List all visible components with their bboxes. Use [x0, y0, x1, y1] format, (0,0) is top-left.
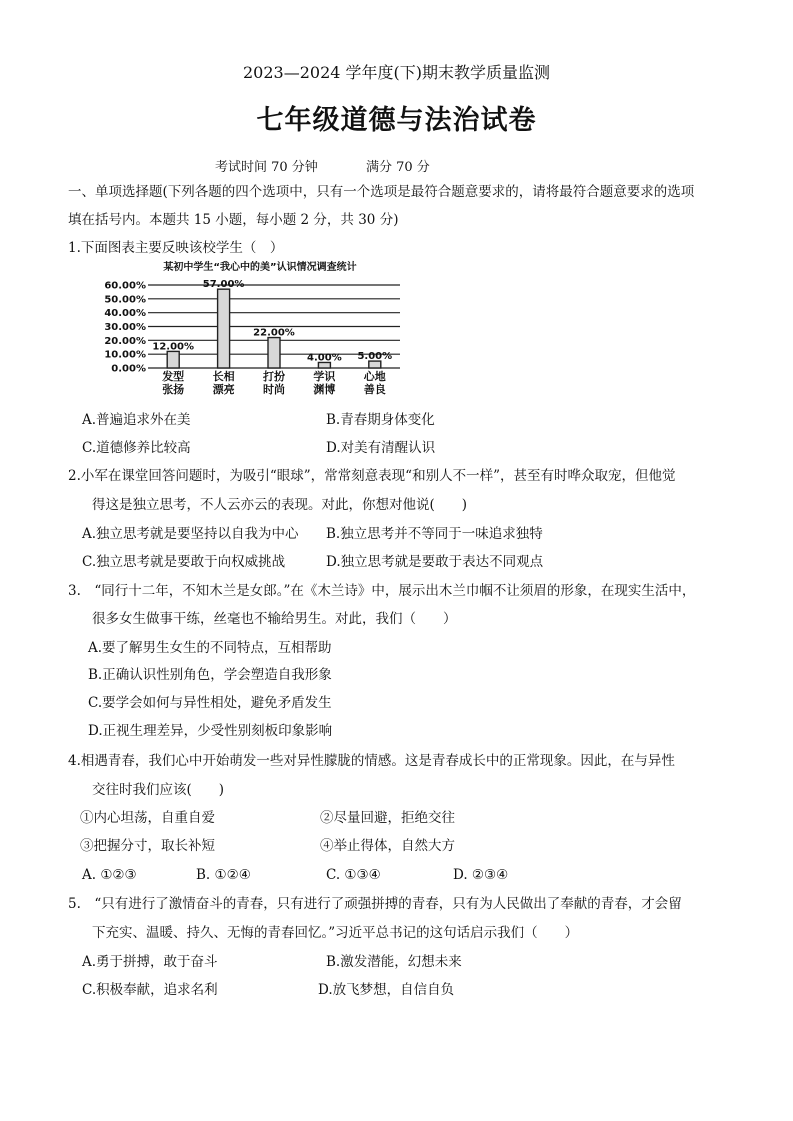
chart-y-tick-label: 60.00%	[104, 280, 146, 292]
q2-stem-line2: 得这是独立思考，不人云亦云的表现。对此，你想对他说( )	[92, 497, 468, 513]
chart-data-label: 12.00%	[152, 341, 195, 353]
chart-x-tick-label: 打扮	[263, 370, 285, 383]
chart-y-tick-label: 50.00%	[104, 294, 146, 306]
q5-option-b: B.激发潜能，幻想未来	[326, 954, 462, 970]
survey-chart	[100, 258, 415, 398]
q4-option-d: D. ②③④	[453, 867, 509, 883]
q2-option-a: A.独立思考就是要坚持以自我为中心	[82, 526, 299, 542]
chart-data-label: 5.00%	[357, 351, 393, 363]
chart-bar	[369, 361, 381, 368]
q5-option-d: D.放飞梦想，自信自负	[318, 982, 455, 998]
q2-option-d: D.独立思考就是要敢于表达不同观点	[326, 554, 544, 570]
exam-subtitle: 2023—2024 学年度(下)期末教学质量监测	[242, 63, 550, 82]
exam-score: 满分 70 分	[366, 160, 430, 175]
chart-data-label: 57.00%	[202, 279, 245, 291]
q4-item-1: ①内心坦荡，自重自爱	[80, 810, 215, 826]
chart-x-tick-label: 张扬	[162, 383, 185, 396]
exam-title: 七年级道德与法治试卷	[256, 105, 537, 136]
q4-option-c: C. ①③④	[326, 867, 381, 883]
q4-option-a: A. ①②③	[82, 867, 137, 883]
chart-bar	[218, 289, 230, 368]
chart-title: 某初中学生“我心中的美”认识情况调查统计	[163, 262, 357, 273]
section-intro-line2: 填在括号内。本题共 15 小题，每小题 2 分，共 30 分)	[68, 212, 399, 228]
chart-x-tick-label: 时尚	[263, 383, 285, 396]
q5-stem-line2: 下充实、温暖、持久、无悔的青春回忆。”习近平总书记的这句话启示我们（ ）	[92, 925, 579, 941]
chart-x-tick-label: 渊博	[313, 383, 336, 396]
chart-y-tick-label: 10.00%	[104, 349, 146, 361]
chart-data-label: 4.00%	[307, 352, 342, 364]
chart-x-tick-label: 漂亮	[212, 383, 235, 396]
q4-item-2: ②尽量回避，拒绝交往	[320, 810, 455, 826]
q3-option-a: A.要了解男生女生的不同特点，互相帮助	[88, 640, 332, 656]
q1-stem: 1.下面图表主要反映该校学生（ ）	[68, 240, 284, 256]
chart-bar	[167, 351, 179, 368]
chart-x-tick-label: 长相	[212, 370, 235, 383]
q1-option-d: D.对美有清醒认识	[326, 440, 436, 456]
q5-option-a: A.勇于拼搏，敢于奋斗	[82, 954, 218, 970]
q2-option-b: B.独立思考并不等同于一味追求独特	[326, 526, 543, 542]
chart-bar	[268, 338, 280, 368]
q1-option-a: A.普遍追求外在美	[82, 412, 191, 428]
q1-option-b: B.青春期身体变化	[326, 412, 435, 428]
exam-time: 考试时间 70 分钟	[215, 160, 318, 175]
chart-x-tick-label: 学识	[313, 370, 336, 383]
chart-y-tick-label: 40.00%	[104, 308, 146, 320]
chart-y-tick-label: 20.00%	[104, 335, 146, 347]
chart-y-tick-label: 0.00%	[111, 363, 146, 375]
q2-option-c: C.独立思考就是要敢于向权威挑战	[82, 554, 286, 570]
survey-chart-svg	[100, 258, 415, 398]
chart-x-tick-label: 心地	[363, 370, 386, 383]
q5-option-c: C.积极奉献，追求名利	[82, 982, 218, 998]
q2-stem-line1: 2.小军在课堂回答问题时，为吸引“眼球”，常常刻意表现“和别人不一样”，甚至有时哗众取宠，但他觉	[68, 468, 676, 484]
q1-option-c: C.道德修养比较高	[82, 440, 191, 456]
q4-item-3: ③把握分寸，取长补短	[80, 838, 215, 854]
q3-stem-line1: 3. “同行十二年，不知木兰是女郎。”在《木兰诗》中，展示出木兰巾帼不让须眉的形象，在现实生活中，	[68, 583, 696, 599]
q4-item-4: ④举止得体，自然大方	[320, 838, 455, 854]
q3-option-c: C.要学会如何与异性相处，避免矛盾发生	[88, 695, 332, 711]
chart-y-tick-label: 30.00%	[104, 322, 146, 333]
chart-x-tick-label: 善良	[363, 383, 386, 396]
q4-option-b: B. ①②④	[196, 867, 251, 883]
q5-stem-line1: 5. “只有进行了激情奋斗的青春，只有进行了顽强拼搏的青春，只有为人民做出了奉献的青春，才会留	[68, 896, 682, 912]
chart-x-tick-label: 发型	[162, 370, 185, 383]
q3-option-d: D.正视生理差异，少受性别刻板印象影响	[88, 723, 333, 739]
q4-stem-line2: 交往时我们应该( )	[92, 782, 225, 798]
q3-stem-line2: 很多女生做事干练，丝毫也不输给男生。对此，我们（ ）	[92, 611, 457, 627]
q4-stem-line1: 4.相遇青春，我们心中开始萌发一些对异性朦胧的情感。这是青春成长中的正常现象。因此，在与异性	[68, 753, 675, 769]
q3-option-b: B.正确认识性别角色，学会塑造自我形象	[88, 667, 332, 683]
chart-data-label: 22.00%	[253, 327, 295, 339]
section-intro-line1: 一、单项选择题(下列各题的四个选项中，只有一个选项是最符合题意要求的，请将最符合题意要求的选项	[68, 184, 695, 200]
